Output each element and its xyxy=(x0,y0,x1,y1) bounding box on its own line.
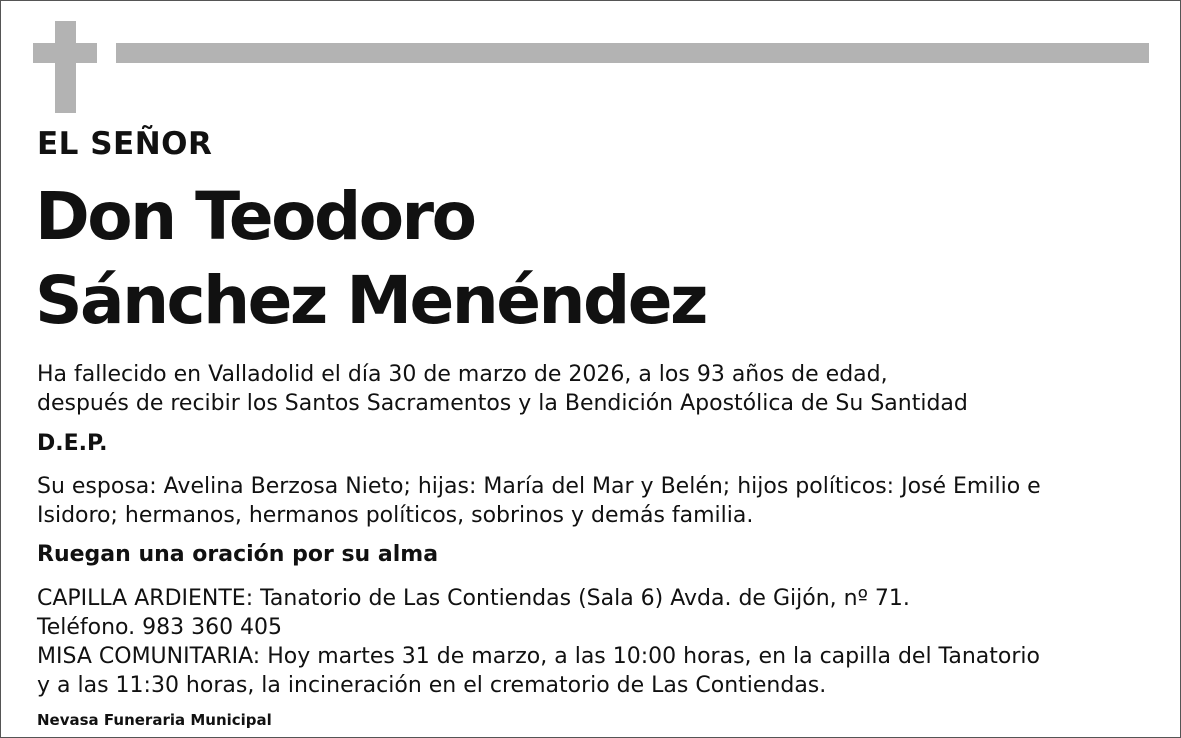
family-line: Isidoro; hermanos, hermanos políticos, sobrinos y demás familia. xyxy=(37,503,754,528)
deceased-name-line-2: Sánchez Menéndez xyxy=(35,262,706,339)
details-line: Teléfono. 983 360 405 xyxy=(37,615,283,640)
details-line: CAPILLA ARDIENTE: Tanatorio de Las Contiendas (Sala 6) Avda. de Gijón, nº 71. xyxy=(37,586,910,611)
title-prefix: EL SEÑOR xyxy=(37,126,213,162)
family-list xyxy=(37,472,1147,530)
announcement-line: después de recibir los Santos Sacramentos y la Bendición Apostólica de Su Santidad xyxy=(37,391,968,416)
cross-icon-vertical xyxy=(55,21,76,113)
prayer-request-heading: Ruegan una oración por su alma xyxy=(37,542,439,567)
rip-heading: D.E.P. xyxy=(37,431,108,456)
cross-icon-horizontal xyxy=(33,43,97,63)
details-line: MISA COMUNITARIA: Hoy martes 31 de marzo, a las 10:00 horas, en la capilla del Tanatorio xyxy=(37,644,1040,669)
funeral-home-name: Nevasa Funeraria Municipal xyxy=(37,711,272,729)
service-details xyxy=(37,584,1147,700)
deceased-name-line-1: Don Teodoro xyxy=(35,178,475,255)
announcement-line: Ha fallecido en Valladolid el día 30 de marzo de 2026, a los 93 años de edad, xyxy=(37,362,888,387)
header-rule xyxy=(116,43,1149,63)
details-line: y a las 11:30 horas, la incineración en el crematorio de Las Contiendas. xyxy=(37,673,827,698)
family-line: Su esposa: Avelina Berzosa Nieto; hijas: María del Mar y Belén; hijos políticos: José Emilio e xyxy=(37,474,1041,499)
death-announcement xyxy=(37,360,1147,418)
